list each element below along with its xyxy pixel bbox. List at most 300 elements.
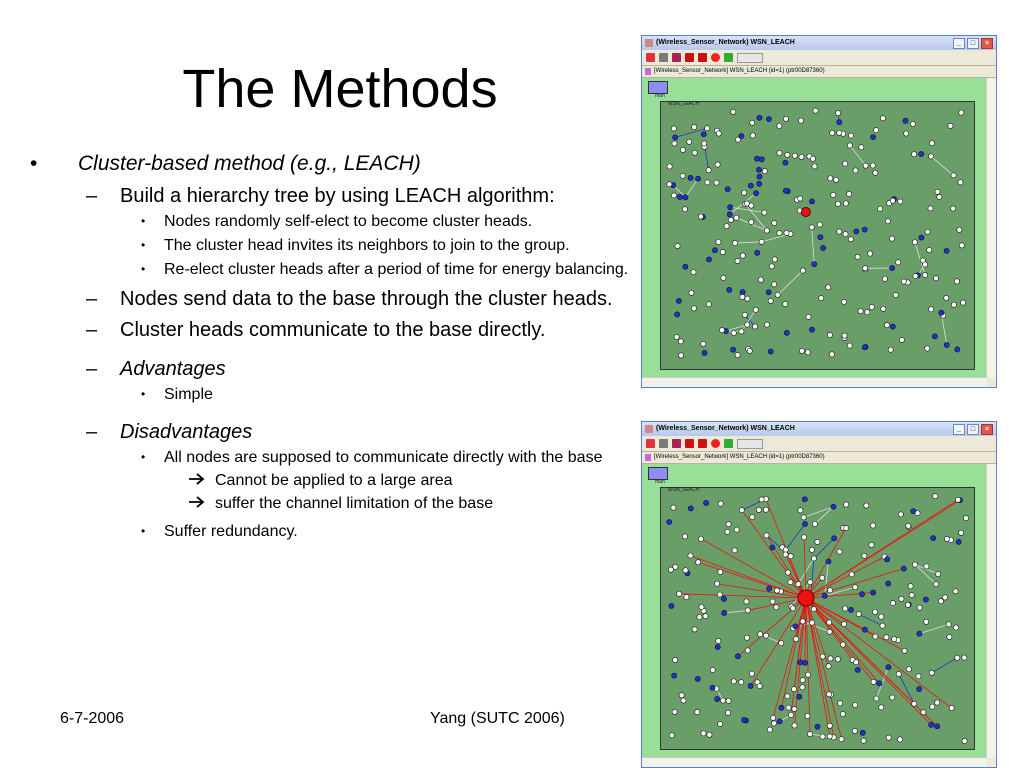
network-link: [685, 179, 698, 198]
sensor-node: [705, 126, 710, 131]
sensor-field: [660, 487, 975, 750]
sensor-node: [727, 287, 732, 292]
sensor-node: [679, 693, 684, 698]
sensor-node: [745, 608, 750, 613]
sensor-node: [890, 601, 895, 606]
sensor-node: [827, 588, 832, 593]
sensor-node: [722, 610, 727, 615]
sensor-node: [762, 210, 767, 215]
sensor-node: [928, 206, 933, 211]
sensor-node: [800, 678, 805, 683]
sensor-node: [961, 300, 966, 305]
sensor-node: [869, 542, 874, 547]
sensor-node: [767, 586, 772, 591]
sensor-node: [877, 681, 882, 686]
sensor-node: [792, 723, 797, 728]
sensor-node: [671, 126, 676, 131]
sensor-node: [671, 505, 676, 510]
sensor-node: [827, 723, 832, 728]
window-toolbar: [642, 436, 996, 452]
sensor-node: [710, 667, 715, 672]
sensor-node: [830, 130, 835, 135]
sensor-node: [840, 642, 845, 647]
minimize-button[interactable]: _: [953, 424, 965, 435]
sensor-node: [847, 343, 852, 348]
base-link: [679, 594, 806, 598]
run-icon[interactable]: [698, 439, 707, 448]
sensor-node: [672, 709, 677, 714]
sensor-node: [802, 497, 807, 502]
stop-icon[interactable]: [711, 53, 720, 62]
sensor-node: [853, 585, 858, 590]
bullet-dot: •: [141, 524, 146, 538]
maximize-button[interactable]: □: [967, 424, 979, 435]
sensor-node: [718, 721, 723, 726]
sensor-node: [678, 339, 683, 344]
sub-sub-bullet: [30, 260, 630, 279]
sensor-node: [838, 701, 843, 706]
sensor-node: [777, 150, 782, 155]
sub-sub-bullet: [30, 212, 630, 231]
sensor-node: [929, 141, 934, 146]
sensor-node: [739, 680, 744, 685]
sensor-node: [917, 605, 922, 610]
sensor-node: [715, 696, 720, 701]
sub-bullet-hierarchy: [30, 186, 630, 207]
sensor-node: [902, 648, 907, 653]
sensor-node: [923, 597, 928, 602]
sensor-node: [809, 199, 814, 204]
sensor-node: [707, 732, 712, 737]
sensor-node: [676, 298, 681, 303]
bullet-dot: •: [141, 262, 146, 276]
sensor-node: [800, 685, 805, 690]
network-link: [724, 610, 747, 613]
sensor-node: [810, 620, 815, 625]
network-canvas: [642, 78, 987, 378]
sensor-node: [912, 240, 917, 245]
disadvantage-item: [30, 522, 630, 541]
maximize-button[interactable]: □: [967, 38, 979, 49]
network-link: [812, 227, 814, 264]
sensor-node: [740, 253, 745, 258]
sensor-node: [684, 594, 689, 599]
dash-marker: –: [86, 319, 98, 341]
sensor-field: [660, 101, 975, 370]
sensor-node: [806, 314, 811, 319]
sensor-node: [815, 724, 820, 729]
sensor-node: [903, 118, 908, 123]
sensor-node: [852, 728, 857, 733]
base-station: [798, 590, 814, 606]
sensor-node: [678, 353, 683, 358]
sensor-node: [916, 674, 921, 679]
sensor-node: [919, 235, 924, 240]
sensor-node: [714, 180, 719, 185]
dash-marker: –: [86, 358, 98, 380]
sensor-node: [826, 559, 831, 564]
sensor-node: [828, 656, 833, 661]
sensor-node: [735, 353, 740, 358]
sensor-node: [901, 279, 906, 284]
horizontal-scrollbar[interactable]: [642, 377, 987, 387]
sensor-node: [841, 299, 846, 304]
sensor-node: [688, 506, 693, 511]
slide-title: The Methods: [182, 59, 498, 119]
man-label: man: [655, 93, 665, 99]
sensor-node: [788, 554, 793, 559]
sensor-node: [922, 272, 927, 277]
sensor-node: [909, 593, 914, 598]
window-toolbar: [642, 50, 996, 66]
close-button[interactable]: ×: [981, 38, 993, 49]
sensor-node: [697, 615, 702, 620]
sensor-node: [955, 497, 960, 502]
sensor-node: [731, 347, 736, 352]
sensor-node: [880, 116, 885, 121]
sensor-node: [745, 648, 750, 653]
sensor-node: [835, 201, 840, 206]
sensor-node: [837, 120, 842, 125]
network-graph: [661, 102, 975, 370]
disadvantage-text: All nodes are supposed to communicate directly with the base: [164, 449, 603, 466]
sensor-node: [879, 614, 884, 619]
sensor-node: [864, 503, 869, 508]
sensor-node: [837, 549, 842, 554]
sensor-node: [917, 631, 922, 636]
sensor-node: [951, 173, 956, 178]
sensor-node: [748, 683, 753, 688]
sensor-node: [937, 194, 942, 199]
sensor-node: [739, 133, 744, 138]
sensor-node: [701, 731, 706, 736]
sensor-node: [958, 180, 963, 185]
refresh-icon[interactable]: [724, 439, 733, 448]
minimize-button[interactable]: _: [953, 38, 965, 49]
sub-bullet-text: Build a hierarchy tree by using LEACH algorithm:: [120, 185, 555, 207]
sensor-node: [785, 570, 790, 575]
sensor-node: [944, 295, 949, 300]
dash-marker: –: [86, 421, 98, 443]
sensor-node: [853, 168, 858, 173]
speed-slider[interactable]: [737, 53, 763, 63]
sensor-node: [870, 163, 875, 168]
sensor-node: [955, 347, 960, 352]
sensor-node: [682, 534, 687, 539]
sensor-node: [933, 494, 938, 499]
sensor-node: [842, 622, 847, 627]
sensor-node: [784, 330, 789, 335]
disadvantage-text: Suffer redundancy.: [164, 523, 298, 540]
sensor-node: [735, 654, 740, 659]
sensor-node: [703, 500, 708, 505]
sensor-node: [962, 738, 967, 743]
sensor-node: [766, 290, 771, 295]
sensor-node: [800, 619, 805, 624]
sensor-node: [714, 581, 719, 586]
sensor-node: [757, 684, 762, 689]
sensor-node: [710, 685, 715, 690]
sensor-node: [799, 348, 804, 353]
sensor-node: [954, 279, 959, 284]
sensor-node: [671, 193, 676, 198]
sensor-node: [677, 194, 682, 199]
sensor-node: [734, 527, 739, 532]
sensor-node: [798, 508, 803, 513]
sensor-node: [878, 206, 883, 211]
close-button[interactable]: ×: [981, 424, 993, 435]
sensor-node: [861, 738, 866, 743]
sensor-node: [771, 721, 776, 726]
sensor-node: [726, 522, 731, 527]
sensor-node: [790, 606, 795, 611]
sensor-node: [810, 156, 815, 161]
dash-marker: –: [86, 288, 98, 310]
sensor-node: [721, 275, 726, 280]
sensor-node: [821, 245, 826, 250]
sensor-node: [740, 294, 745, 299]
footer-date: 6-7-2006: [60, 710, 125, 727]
sensor-node: [931, 536, 936, 541]
sensor-node: [855, 667, 860, 672]
horizontal-scrollbar[interactable]: [642, 757, 987, 767]
sensor-node: [680, 147, 685, 152]
sensor-node: [837, 229, 842, 234]
window-title: (Wireless_Sensor_Network) WSN_LEACH: [656, 39, 795, 46]
sensor-node: [774, 605, 779, 610]
sensor-node: [703, 614, 708, 619]
sensor-node: [898, 199, 903, 204]
sensor-node: [716, 131, 721, 136]
sensor-node: [862, 227, 867, 232]
sensor-node: [750, 133, 755, 138]
sensor-node: [772, 221, 777, 226]
sensor-node: [843, 526, 848, 531]
sensor-node: [724, 223, 729, 228]
sensor-node: [796, 581, 801, 586]
sensor-node: [718, 569, 723, 574]
sensor-node: [826, 285, 831, 290]
sensor-node: [673, 657, 678, 662]
sensor-node: [758, 277, 763, 282]
sensor-node: [809, 225, 814, 230]
sensor-node: [672, 141, 677, 146]
sensor-node: [886, 665, 891, 670]
sensor-node: [921, 710, 926, 715]
sensor-node: [807, 731, 812, 736]
sensor-node: [698, 536, 703, 541]
sensor-node: [701, 132, 706, 137]
base-link: [806, 598, 937, 726]
sensor-node: [843, 201, 848, 206]
tool-icon[interactable]: [672, 53, 681, 62]
sensor-node: [958, 530, 963, 535]
step-icon[interactable]: [685, 439, 694, 448]
consequence-text: suffer the channel limitation of the base: [215, 495, 494, 512]
sensor-node: [957, 227, 962, 232]
sensor-node: [924, 619, 929, 624]
step-icon[interactable]: [685, 53, 694, 62]
run-icon[interactable]: [698, 53, 707, 62]
sensor-node: [726, 698, 731, 703]
sensor-node: [917, 686, 922, 691]
tool-icon[interactable]: [659, 53, 668, 62]
sensor-node: [744, 635, 749, 640]
sensor-node: [725, 529, 730, 534]
sensor-node: [721, 596, 726, 601]
tool-icon[interactable]: [646, 439, 655, 448]
sensor-node: [783, 116, 788, 121]
sensor-node: [777, 719, 782, 724]
sensor-node: [753, 307, 758, 312]
base-link: [751, 598, 806, 686]
sensor-node: [859, 145, 864, 150]
sensor-node: [768, 298, 773, 303]
sensor-node: [946, 622, 951, 627]
sensor-node: [863, 163, 868, 168]
sensor-node: [890, 324, 895, 329]
stop-icon[interactable]: [711, 439, 720, 448]
sensor-node: [908, 584, 913, 589]
arrow-right-icon: [188, 494, 206, 515]
sensor-node: [885, 219, 890, 224]
sensor-node: [770, 715, 775, 720]
sensor-node: [871, 679, 876, 684]
sensor-node: [912, 562, 917, 567]
sensor-node: [942, 595, 947, 600]
sensor-node: [912, 701, 917, 706]
consequence-item: [30, 471, 630, 490]
sensor-node: [793, 624, 798, 629]
simulation-window-top: [641, 35, 997, 388]
refresh-icon[interactable]: [724, 53, 733, 62]
sensor-node: [820, 654, 825, 659]
sensor-node: [706, 302, 711, 307]
sensor-node: [731, 109, 736, 114]
sensor-node: [762, 169, 767, 174]
sensor-node: [919, 151, 924, 156]
sensor-node: [763, 507, 768, 512]
sensor-node: [930, 704, 935, 709]
sensor-node: [835, 657, 840, 662]
sensor-node: [843, 232, 848, 237]
sensor-node: [925, 346, 930, 351]
sensor-node: [674, 334, 679, 339]
sensor-node: [753, 191, 758, 196]
sensor-node: [929, 670, 934, 675]
sensor-node: [667, 519, 672, 524]
sensor-node: [689, 290, 694, 295]
bullet-cluster-method: [30, 152, 630, 176]
sensor-node: [735, 258, 740, 263]
sensor-node: [871, 135, 876, 140]
sensor-node: [892, 637, 897, 642]
sensor-node: [744, 201, 749, 206]
sensor-node: [791, 687, 796, 692]
sensor-node: [839, 737, 844, 742]
sensor-node: [855, 254, 860, 259]
vertical-scrollbar[interactable]: [986, 78, 996, 378]
speed-slider[interactable]: [737, 439, 763, 449]
sensor-node: [948, 123, 953, 128]
sub-bullet-text: Cluster heads communicate to the base directly.: [120, 319, 546, 341]
sensor-node: [950, 206, 955, 211]
sensor-node: [886, 581, 891, 586]
sensor-node: [669, 603, 674, 608]
sensor-node: [680, 173, 685, 178]
sensor-node: [827, 734, 832, 739]
sensor-node: [826, 664, 831, 669]
disadvantages-label: Disadvantages: [120, 421, 253, 443]
sensor-node: [844, 502, 849, 507]
sensor-node: [848, 607, 853, 612]
sensor-node: [756, 167, 761, 172]
sensor-node: [947, 634, 952, 639]
sensor-node: [911, 509, 916, 514]
tool-icon[interactable]: [659, 439, 668, 448]
sensor-node: [759, 239, 764, 244]
vertical-scrollbar[interactable]: [986, 464, 996, 758]
sensor-node: [798, 118, 803, 123]
sensor-node: [862, 553, 867, 558]
sensor-node: [767, 727, 772, 732]
sensor-node: [837, 130, 842, 135]
sub-sub-bullet: [30, 236, 630, 255]
sensor-node: [933, 276, 938, 281]
sensor-node: [802, 660, 807, 665]
sensor-node: [828, 176, 833, 181]
sensor-node: [805, 350, 810, 355]
sensor-node: [846, 191, 851, 196]
sensor-node: [779, 705, 784, 710]
sensor-node: [747, 348, 752, 353]
tool-icon[interactable]: [672, 439, 681, 448]
sensor-node: [938, 599, 943, 604]
sensor-node: [801, 535, 806, 540]
bullet-dot: •: [141, 214, 146, 228]
sensor-node: [695, 676, 700, 681]
base-link: [690, 556, 805, 598]
sensor-node: [687, 139, 692, 144]
sensor-node: [799, 154, 804, 159]
network-canvas: [642, 464, 987, 758]
sensor-node: [695, 709, 700, 714]
sensor-node: [757, 115, 762, 120]
object-path-bar: [Wireless_Sensor_Network] WSN_LEACH (id=1) (ptr00D87360): [642, 66, 996, 78]
sensor-node: [873, 634, 878, 639]
sensor-node: [870, 523, 875, 528]
sensor-node: [783, 552, 788, 557]
sensor-node: [962, 655, 967, 660]
sensor-node: [792, 706, 797, 711]
network-link: [778, 271, 803, 295]
sub-bullet-heads-communicate: [30, 320, 630, 341]
sensor-node: [873, 170, 878, 175]
sensor-node: [695, 176, 700, 181]
advantage-item: [30, 385, 630, 404]
sensor-node: [932, 334, 937, 339]
sensor-node: [885, 557, 890, 562]
sensor-node: [772, 257, 777, 262]
sensor-node: [811, 606, 816, 611]
sensor-node: [862, 345, 867, 350]
sensor-node: [835, 111, 840, 116]
sensor-node: [884, 323, 889, 328]
tool-icon[interactable]: [646, 53, 655, 62]
sensor-node: [805, 672, 810, 677]
sensor-node: [750, 120, 755, 125]
sensor-node: [853, 660, 858, 665]
